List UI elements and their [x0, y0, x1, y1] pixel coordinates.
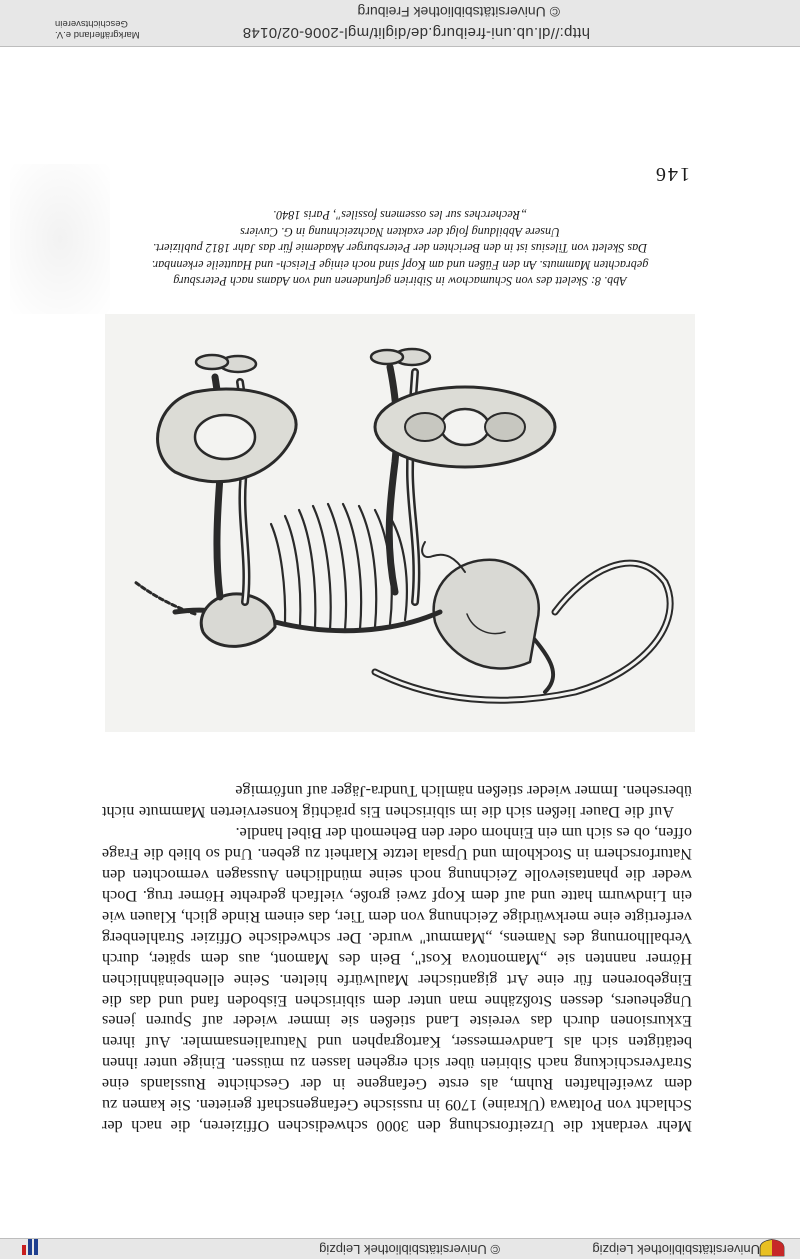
paragraph: Auf die Dauer ließen sich die im sibirischen Eis prächtig konservierten Mammute nicht übersehen. Immer wieder stießen nämlich Tundra-Jäger auf unförmige [102, 782, 692, 822]
permalink[interactable]: http://dl.ub.uni-freiburg.de/diglit/mgl-2006-02/0148 [242, 24, 590, 41]
scan-shadow [10, 164, 110, 314]
society-name-line: Markgräflerland e.V. [55, 29, 140, 40]
figure-caption [110, 207, 690, 289]
library-logo-icon [20, 1234, 40, 1255]
caption-line: Das Skelett von Tilesius ist in den Berichten der Petersburger Akademie für das Jahr 1812 publiziert. [152, 241, 648, 256]
viewer-top-bar [0, 1238, 800, 1259]
body-text [102, 781, 692, 1136]
paragraph: Mehr verdankt die Urzeitforschung den 3000 schwedischen Offizieren, die nach der Schlacht von Poltawa (Ukraine) 1709 in russische Gefangenschaft gerieten. Sie kamen zu dem zweifelhaften Ruhm, als erste Gefangene in der Geschichte Russlands eine Strafverschickung nach Sibirien über sich ergehen lassen zu müssen. Einige unter ihnen betätigten sich als Landvermesser, Kartographen und Naturaliensammler. Auf ihren Exkursionen durch das vereiste Land stießen sie immer wieder auf Spuren jenes Ungeheuers, dessen Stoßzähne man unter dem sibirischen Eisboden fand und das die Eingeborenen für eine Art gigantischer Maulwürfe hielten. Seine ellenbeinähnlichen Hörner nannten sie „Mamontova Kost", Bein des Mamont, aus dem später, durch Verballhornung des Namens, „Mammut" wurde. Der schwedische Offizier Strahlenberg verfertigte eine merkwürdige Zeichnung von dem Tier, das einem Rinde glich, Klauen wie ein Lindwurm hatte und auf dem Kopf zwei große, vielfach gedrehte Hörner trug. Doch weder die phantasievolle Zeichnung noch seine mündlichen Aussagen vermochten den Naturforschern in Stockholm und Upsala letzte Klarheit zu geben. Und so blieb die Frage offen, ob es sich um ein Einhorn oder den Behemoth der Bibel handle. [102, 824, 692, 1135]
copyright-notice: © Universitätsbibliothek Leipzig [319, 1242, 500, 1257]
library-name: Universitätsbibliothek Leipzig [592, 1242, 760, 1257]
caption-line: Unsere Abbildung folgt der exakten Nachzeichnung in G. Cuviers [240, 224, 560, 239]
page-number: 146 [654, 163, 690, 185]
society-crest-icon [758, 1234, 786, 1257]
caption-line: „Recherches sur les ossemens fossiles", Paris 1840. [273, 208, 527, 223]
copyright-notice: © Universitätsbibliothek Freiburg [357, 4, 560, 20]
viewer-bottom-bar [0, 0, 800, 47]
caption-line: Abb. 8: Skelett des von Schumachow in Sibirien gefundenen und von Adams nach Petersburg [173, 274, 627, 288]
mammoth-skeleton-figure [105, 314, 695, 732]
society-name [55, 18, 150, 40]
caption-line: gebrachten Mammuts. An den Füßen und am Kopf sind noch einige Fleisch- und Hautteile erkennbar. [151, 257, 649, 272]
society-name-line: Geschichtsverein [55, 18, 128, 29]
